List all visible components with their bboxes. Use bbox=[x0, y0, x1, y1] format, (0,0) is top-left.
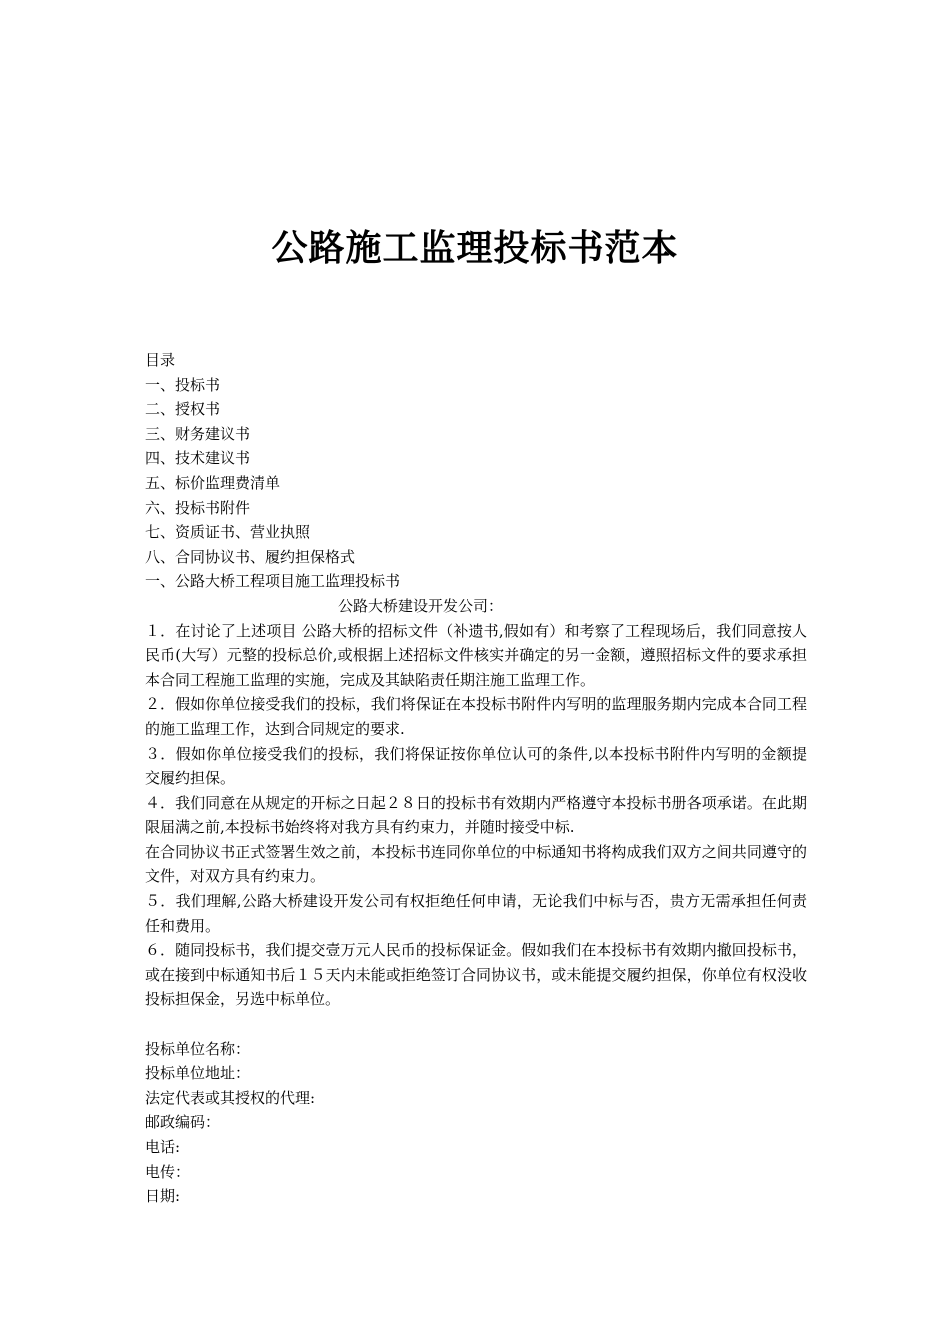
spacer bbox=[145, 1012, 807, 1037]
paragraph: ２．假如你单位接受我们的投标，我们将保证在本投标书附件内写明的监理服务期内完成本合同工程的施工监理工作，达到合同规定的要求. bbox=[145, 695, 807, 738]
paragraph: １．在讨论了上述项目 公路大桥的招标文件（补遗书,假如有）和考察了工程现场后，我们同意按人民币(大写）元整的投标总价,或根据上述招标文件核实并确定的另一金额，遵照招标文件的要求承担本合同工程施工监理的实施，完成及其缺陷责任期注施工监理工作。 bbox=[145, 621, 807, 689]
paragraph: ６．随同投标书，我们提交壹万元人民币的投标保证金。假如我们在本投标书有效期内撤回投标书，或在接到中标通知书后１５天内未能或拒绝签订合同协议书，或未能提交履约担保，你单位有权没收投标担保金，另选中标单位。 bbox=[145, 941, 807, 1009]
document-title: 公路施工监理投标书范本 bbox=[271, 228, 679, 269]
toc-item: 六、投标书附件 bbox=[145, 498, 251, 517]
signature-field: 电话: bbox=[145, 1138, 181, 1156]
paragraph: ５．我们理解,公路大桥建设开发公司有权拒绝任何申请，无论我们中标与否，贵方无需承担任何责任和费用。 bbox=[145, 892, 807, 935]
signature-field: 日期: bbox=[145, 1187, 181, 1206]
toc-item: 二、授权书 bbox=[145, 400, 221, 419]
document-body bbox=[145, 348, 807, 1209]
paragraph: 在合同协议书正式签署生效之前，本投标书连同你单位的中标通知书将构成我们双方之间共同遵守的文件，对双方具有约束力。 bbox=[145, 842, 807, 886]
signature-field: 投标单位名称： bbox=[145, 1039, 251, 1058]
paragraph: ３．假如你单位接受我们的投标，我们将保证按你单位认可的条件,以本投标书附件内写明的金额提交履约担保。 bbox=[145, 744, 807, 788]
addressee: 公路大桥建设开发公司： bbox=[338, 596, 504, 615]
paragraph: ４．我们同意在从规定的开标之日起２８日的投标书有效期内严格遵守本投标书册各项承诺。在此期限届满之前,本投标书始终将对我方具有约束力，并随时接受中标. bbox=[145, 793, 807, 837]
toc-item: 四、技术建议书 bbox=[145, 449, 251, 468]
signature-field: 邮政编码： bbox=[145, 1113, 221, 1132]
signature-field: 电传： bbox=[145, 1162, 191, 1181]
section-heading: 一、公路大桥工程项目施工监理投标书 bbox=[145, 572, 401, 591]
signature-field: 法定代表或其授权的代理: bbox=[145, 1088, 316, 1107]
signature-field: 投标单位地址： bbox=[145, 1064, 251, 1083]
toc-item: 三、财务建议书 bbox=[145, 424, 251, 443]
toc-item: 八、合同协议书、履约担保格式 bbox=[145, 547, 356, 566]
toc-heading: 目录 bbox=[145, 351, 176, 369]
toc-item: 五、标价监理费清单 bbox=[145, 473, 281, 492]
toc-item: 七、资质证书、营业执照 bbox=[145, 523, 311, 542]
toc-item: 一、投标书 bbox=[145, 375, 221, 394]
